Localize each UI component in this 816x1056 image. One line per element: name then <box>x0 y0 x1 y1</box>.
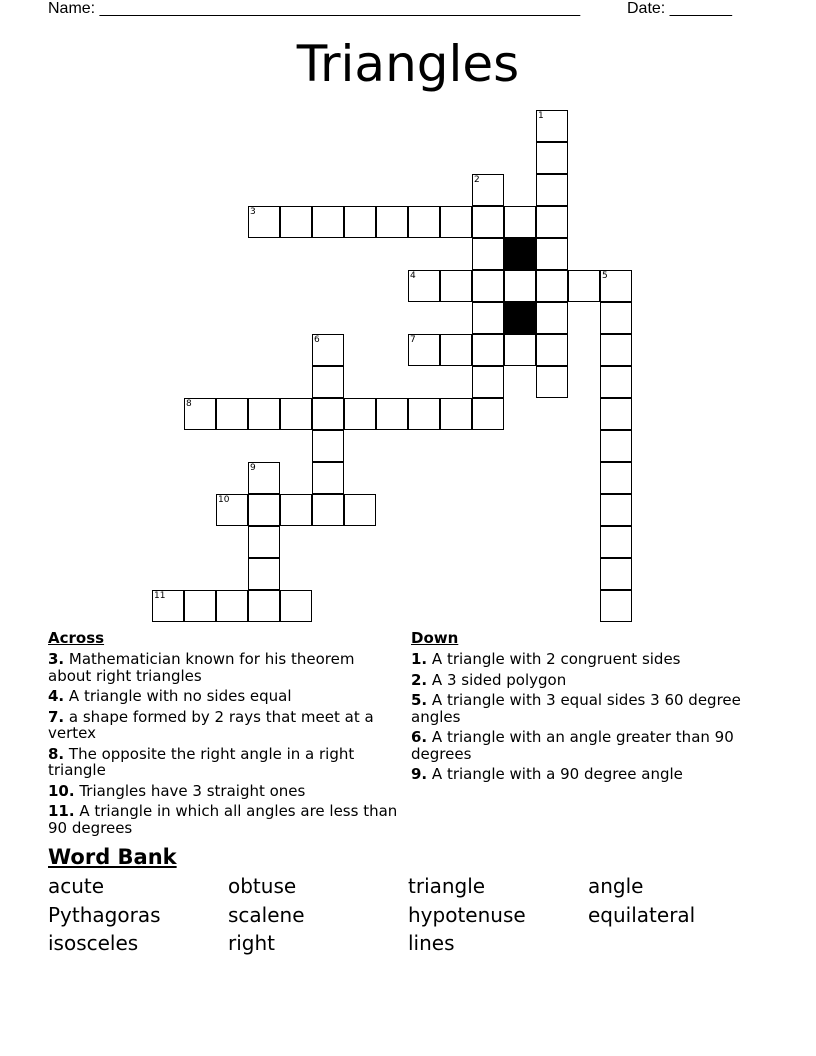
clue-number: 4 <box>410 271 416 281</box>
crossword-cell[interactable] <box>472 206 504 238</box>
clue-text: a shape formed by 2 rays that meet at a vertex <box>48 707 374 742</box>
down-clue-list <box>411 651 761 787</box>
word-bank-word: Pythagoras <box>48 903 161 927</box>
word-bank-word: angle <box>588 874 644 898</box>
clue-number: 8 <box>186 399 192 409</box>
crossword-cell[interactable] <box>536 366 568 398</box>
crossword-cell[interactable] <box>280 494 312 526</box>
black-cell <box>504 238 536 270</box>
crossword-cell[interactable] <box>440 206 472 238</box>
crossword-cell[interactable] <box>408 398 440 430</box>
crossword-cell[interactable] <box>472 270 504 302</box>
crossword-cell[interactable] <box>248 558 280 590</box>
clue-number: 8. <box>48 744 65 763</box>
crossword-cell[interactable] <box>216 398 248 430</box>
crossword-cell[interactable] <box>408 206 440 238</box>
crossword-cell[interactable] <box>344 398 376 430</box>
word-bank-word: equilateral <box>588 903 696 927</box>
date-field-label: Date: _______ <box>627 0 732 17</box>
crossword-cell[interactable] <box>472 302 504 334</box>
crossword-cell[interactable] <box>280 590 312 622</box>
word-bank-word: isosceles <box>48 931 139 955</box>
word-bank-heading: Word Bank <box>48 845 177 869</box>
page-title: Triangles <box>296 35 520 93</box>
crossword-cell[interactable] <box>600 494 632 526</box>
crossword-cell[interactable] <box>184 590 216 622</box>
crossword-cell[interactable] <box>248 590 280 622</box>
down-clue <box>411 651 761 668</box>
crossword-cell[interactable] <box>440 334 472 366</box>
crossword-cell[interactable] <box>536 206 568 238</box>
clue-number: 10 <box>218 495 230 505</box>
crossword-cell[interactable] <box>216 590 248 622</box>
clue-number: 6 <box>314 335 320 345</box>
word-bank-word: obtuse <box>228 874 297 898</box>
clue-number: 5. <box>411 691 428 709</box>
clue-number: 10. <box>48 781 75 800</box>
crossword-cell[interactable] <box>248 526 280 558</box>
word-bank-word: hypotenuse <box>408 903 526 927</box>
crossword-cell[interactable] <box>472 334 504 366</box>
clue-number: 3. <box>48 650 65 668</box>
word-bank-word: lines <box>408 931 455 955</box>
name-field-label: Name: ______________________________________________________ <box>48 0 581 17</box>
clue-number: 2 <box>474 175 480 185</box>
clue-text: A 3 sided polygon <box>427 670 567 689</box>
crossword-cell[interactable] <box>312 398 344 430</box>
clue-number: 9. <box>411 765 428 783</box>
crossword-cell[interactable] <box>600 302 632 334</box>
across-clue <box>48 803 398 836</box>
crossword-cell[interactable] <box>504 334 536 366</box>
crossword-cell[interactable] <box>504 270 536 302</box>
across-clue <box>48 746 398 779</box>
clue-number: 5 <box>602 271 608 281</box>
clue-number: 1. <box>411 650 428 668</box>
crossword-cell[interactable] <box>344 206 376 238</box>
clue-text: A triangle with an angle greater than 90 degrees <box>411 728 734 763</box>
clue-number: 7 <box>410 335 416 345</box>
crossword-cell[interactable] <box>472 238 504 270</box>
crossword-cell[interactable] <box>280 398 312 430</box>
crossword-cell[interactable] <box>472 398 504 430</box>
crossword-cell[interactable] <box>600 398 632 430</box>
word-bank-word: acute <box>48 874 105 898</box>
clue-text: Mathematician known for his theorem about right triangles <box>48 650 355 685</box>
crossword-cell[interactable] <box>312 494 344 526</box>
clue-text: A triangle with 2 congruent sides <box>427 650 681 668</box>
crossword-cell[interactable] <box>248 494 280 526</box>
crossword-cell[interactable] <box>600 366 632 398</box>
clue-number: 9 <box>250 463 256 473</box>
crossword-cell[interactable] <box>312 366 344 398</box>
clue-text: Triangles have 3 straight ones <box>74 781 306 800</box>
crossword-cell[interactable] <box>600 334 632 366</box>
clue-number: 11 <box>154 591 166 601</box>
word-bank-word: scalene <box>228 903 305 927</box>
crossword-cell[interactable] <box>600 590 632 622</box>
clue-text: A triangle in which all angles are less than 90 degrees <box>48 802 398 837</box>
across-heading: Across <box>48 629 105 647</box>
clue-number: 4. <box>48 687 65 705</box>
clue-number: 6. <box>411 728 428 746</box>
across-clue <box>48 709 398 742</box>
black-cell <box>504 302 536 334</box>
crossword-cell[interactable] <box>536 302 568 334</box>
across-clue <box>48 688 398 705</box>
crossword-cell[interactable] <box>344 494 376 526</box>
crossword-cell[interactable] <box>376 206 408 238</box>
down-clue <box>411 766 761 783</box>
word-bank-word: triangle <box>408 874 486 898</box>
crossword-cell[interactable] <box>600 430 632 462</box>
across-clue <box>48 783 398 800</box>
crossword-cell[interactable] <box>504 206 536 238</box>
crossword-cell[interactable] <box>376 398 408 430</box>
crossword-cell[interactable] <box>536 142 568 174</box>
word-bank-word: right <box>228 931 275 955</box>
crossword-cell[interactable] <box>568 270 600 302</box>
down-clue <box>411 692 761 725</box>
crossword-cell[interactable] <box>600 526 632 558</box>
crossword-cell[interactable] <box>536 334 568 366</box>
crossword-cell[interactable] <box>312 462 344 494</box>
crossword-cell[interactable] <box>536 174 568 206</box>
clue-text: A triangle with a 90 degree angle <box>427 765 683 783</box>
crossword-cell[interactable] <box>248 398 280 430</box>
crossword-cell[interactable] <box>440 398 472 430</box>
across-clue <box>48 651 398 684</box>
down-clue <box>411 729 761 762</box>
crossword-cell[interactable] <box>600 462 632 494</box>
clue-number: 7. <box>48 707 65 726</box>
down-heading: Down <box>411 629 459 647</box>
clue-number: 2. <box>411 670 428 689</box>
clue-number: 1 <box>538 111 544 121</box>
crossword-cell[interactable] <box>600 558 632 590</box>
crossword-cell[interactable] <box>312 206 344 238</box>
clue-text: A triangle with no sides equal <box>64 687 292 705</box>
crossword-cell[interactable] <box>536 238 568 270</box>
crossword-cell[interactable] <box>472 366 504 398</box>
clue-text: A triangle with 3 equal sides 3 60 degree angles <box>411 691 741 726</box>
crossword-cell[interactable] <box>440 270 472 302</box>
clue-text: The opposite the right angle in a right triangle <box>48 744 355 779</box>
down-clue <box>411 672 761 689</box>
crossword-cell[interactable] <box>312 430 344 462</box>
crossword-cell[interactable] <box>536 270 568 302</box>
clue-number: 11. <box>48 802 75 820</box>
across-clue-list <box>48 651 398 840</box>
clue-number: 3 <box>250 207 256 217</box>
crossword-cell[interactable] <box>280 206 312 238</box>
